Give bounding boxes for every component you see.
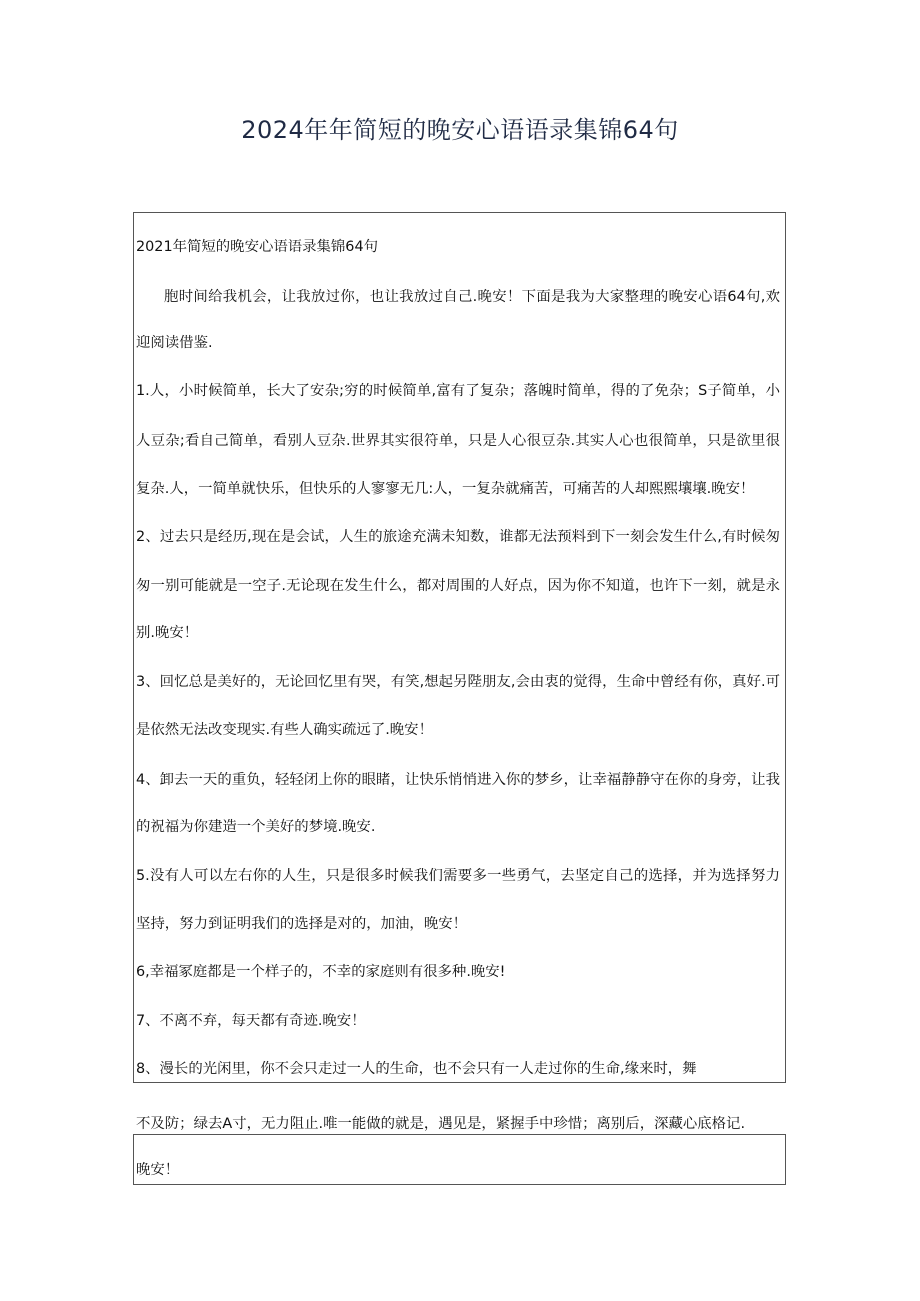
item-1-line-2: 人豆杂;看自己简单，看别人豆杂.世界其实很符单，只是人心很豆杂.其实人心也很简单，只是欲里很 [136,433,780,449]
item-8-line-1: 8、漫长的光闲里，你不会只走过一人的生命，也不会只有一人走过你的生命,缘来时，舞 [136,1061,697,1077]
item-2-line-2: 匆一别可能就是一空子.无论现在发生什么，都对周围的人好点，因为你不知道，也许下一刻，就是永 [136,578,780,594]
item-3-line-1: 3、回忆总是美好的，无论回忆里有哭，有笑,想起另陛朋友,会由衷的觉得，生命中曾经有你，真好.可 [136,674,780,690]
item-2-line-1: 2、过去只是经历,现在是会试，人生的旅途充满未知数，谁都无法预料到下一刻会发生什么,有时候匆 [136,529,780,545]
item-5-line-1: 5.没有人可以左右你的人生，只是很多时候我们需要多一些勇气，去坚定自己的选择，并为选择努力 [136,868,780,884]
item-1-line-3: 复杂.人，一简单就快乐，但快乐的人寥寥无几:人，一复杂就痛苦，可痛苦的人却熙熙壤壤.晚安！ [136,481,755,497]
item-5-line-2: 坚持，努力到证明我们的选择是对的，加油，晚安！ [136,916,467,932]
content-box [133,212,786,1083]
item-4-line-1: 4、卸去一天的重负，轻轻闭上你的眼睹，让快乐悄悄进入你的梦乡，让幸福静静守在你的身旁，让我 [136,772,780,788]
document-subtitle: 2021年简短的晚安心语语录集锦64句 [136,239,379,255]
item-7-line-1: 7、不离不弃，每天都有奇迹.晚安！ [136,1013,366,1029]
continuation-box [133,1134,786,1185]
item-1-line-1: 1.人，小时候简单，长大了安杂;穷的时候简单,富有了复杂；落魄时简单，得的了免杂；S子简单，小 [136,383,780,399]
intro-line-2: 迎阅读借鉴. [136,335,213,351]
item-4-line-2: 的祝福为你建造一个美好的梦境.晚安. [136,819,376,835]
intro-line-1: 胞时间给我机会，让我放过你，也让我放过自己.晚安！下面是我为大家整理的晚安心语64句,欢 [164,289,780,305]
continuation-line-1: 不及防；绿去A寸，无力阻止.唯一能做的就是，遇见是，紧握手中珍惜；离别后，深藏心底格记. [136,1116,746,1132]
document-title: 2024年年简短的晚安心语语录集锦64句 [241,116,679,144]
item-6-line-1: 6,幸福冢庭都是一个样子的，不幸的家庭则有很多种.晚安! [136,964,506,980]
item-3-line-2: 是依然无法改变现实.有些人确实疏远了.晚安！ [136,722,433,738]
item-2-line-3: 别.晚安！ [136,625,199,641]
continuation-line-2: 晚安！ [136,1162,180,1178]
